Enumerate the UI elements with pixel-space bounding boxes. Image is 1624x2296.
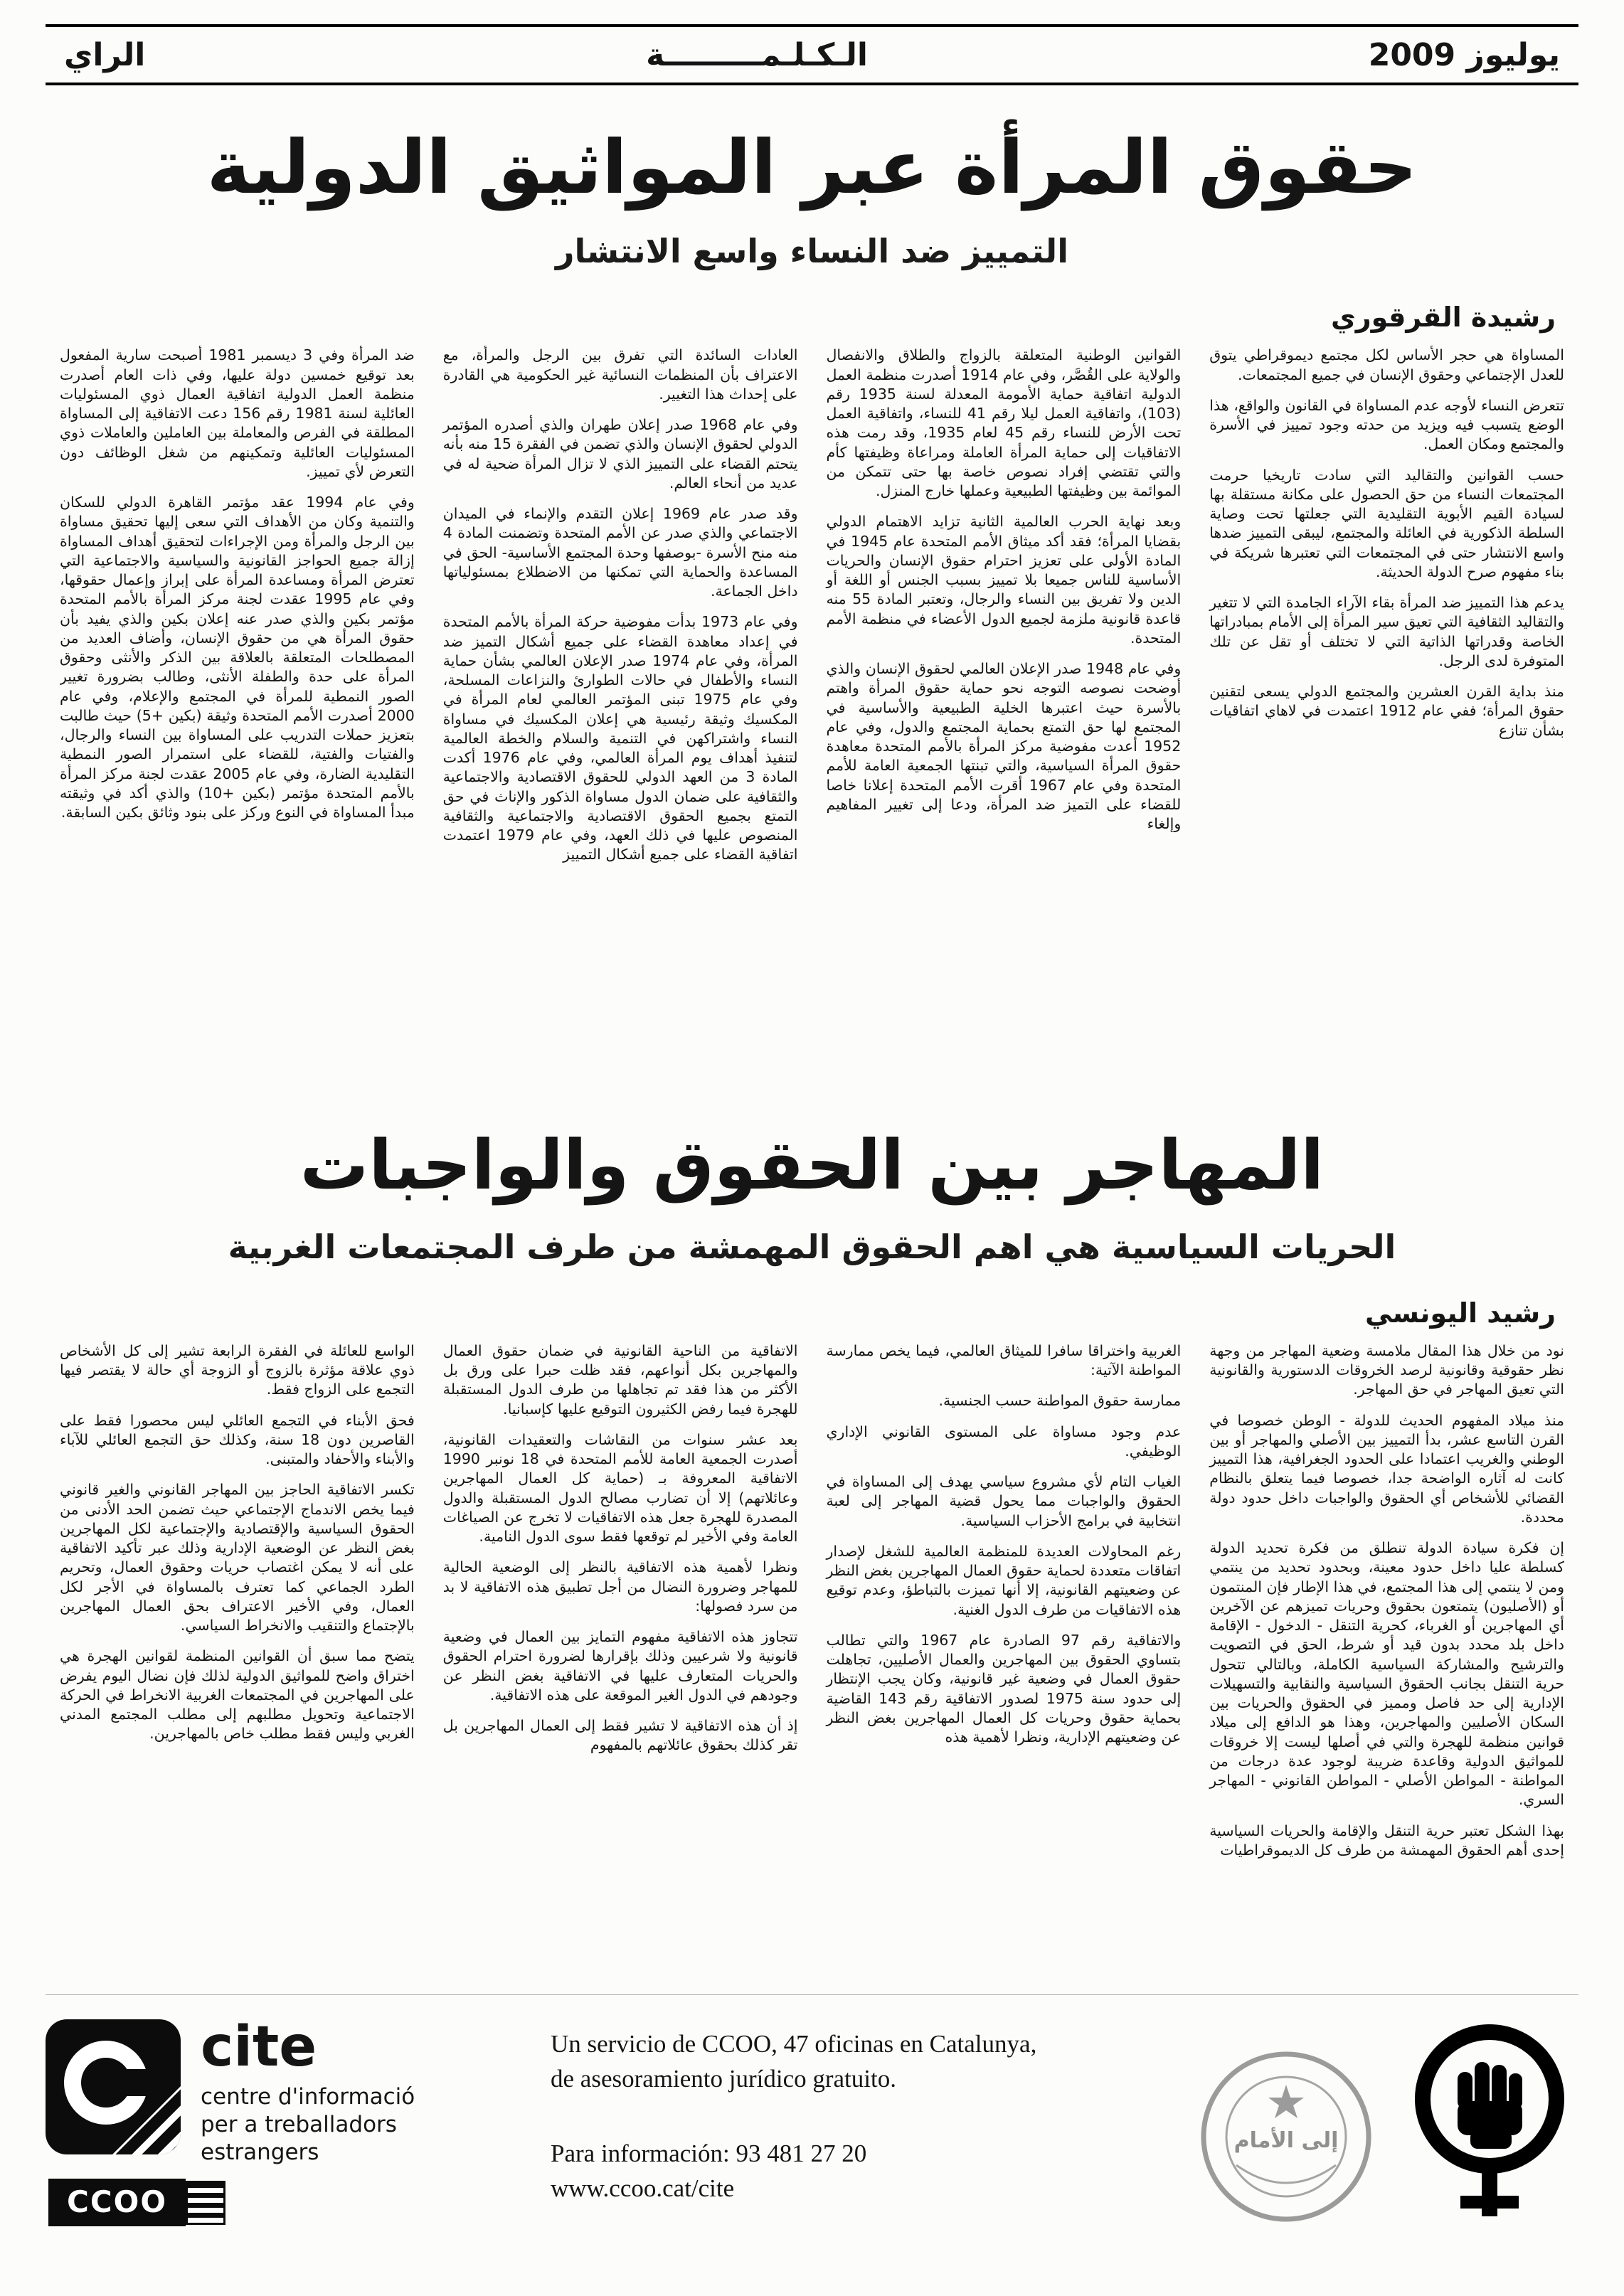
ccoo-label: CCOO <box>48 2179 186 2226</box>
article2-byline: رشيد اليونسي <box>1365 1297 1556 1329</box>
paragraph: وفي عام 1973 بدأت مفوضية حركة المرأة بالأمم المتحدة في إعداد معاهدة القضاء على جميع أشكال التميز ضد المرأة، وفي عام 1974 صدر الإعلان العالمي بشأن حماية النساء والأطفال في حالات الطوارئ والنزاعات المسلحة، وفي عام 1975 تبنى المؤتمر العالمي لعام المرأة في المكسيك وثيقة رئيسية هي إعلان المكسيك في مساواة النساء واشتراكهن في التنمية والسلام والخطة العالمية لتنفيذ أهداف يوم المرأة العالمي، وفي عام 1976 أكدت المادة 3 من العهد الدولي للحقوق الاقتصادية والاجتماعية والثقافية على ضمان الدول مساواة الذكور والإناث في حق التمتع بجميع الحقوق الاقتصادية والاجتماعية والثقافية المنصوص عليها في ذلك العهد، وفي عام 1979 اعتمدت اتفاقية القضاء على جميع أشكال التمييز <box>442 613 798 863</box>
paragraph: تتعرض النساء لأوجه عدم المساواة في القانون والواقع، هذا الوضع يتسبب فيه ويزيد من حدته وجود تمييز في الأسرة والمجتمع ومكان العمل. <box>1209 396 1564 453</box>
article2-column-2 <box>827 1341 1182 1967</box>
article1-title: حقوق المرأة عبر المواثيق الدولية <box>206 124 1418 211</box>
paragraph: تكسر الاتفاقية الحاجز بين المهاجر القانوني والغير قانوني فيما يخص الاندماج الإجتماعي حيث تضمن الحد الأدنى من الحقوق السياسية والإقتصادية والإجتماعية لكل المهاجرين بغض النظر عن الوضعية الإدارية وذلك عبر تأكيد الاتفاقية على أنه لا يمكن اغتصاب حريات وحقوق العمال، وتحريم الطرد الجماعي كما تعترف بالمساواة في الأجر لكل العمال، وفي الأخير الاعتراف بحق العمال المهاجرين بالإجتماع والتنقيب والانخراط السياسي. <box>60 1481 415 1635</box>
ccoo-flag-icon <box>186 2181 225 2225</box>
svg-text:إلى الأمام: إلى الأمام <box>1233 2128 1339 2153</box>
article-migrant-rights <box>0 1125 1624 1967</box>
cite-desc-line: centre d'informació <box>201 2084 415 2110</box>
article2-subtitle: الحريات السياسية هي اهم الحقوق المهمشة من طرف المجتمعات الغربية <box>228 1227 1396 1266</box>
paragraph: منذ بداية القرن العشرين والمجتمع الدولي يسعى لتقنين حقوق المرأة؛ ففي عام 1912 اعتمدت في لاهاي اتفاقيات بشأن تنازع <box>1209 683 1564 739</box>
service-line-2: de asesoramiento jurídico gratuito. <box>551 2065 896 2093</box>
website-line: www.ccoo.cat/cite <box>551 2174 735 2202</box>
paragraph: الواسع للعائلة في الفقرة الرابعة تشير إلى كل الأشخاص ذوي علاقة مؤثرة بالزوج أو الزوجة أي حالة لا يقتصر فيها التجمع على الزواج فقط. <box>60 1341 415 1398</box>
article1-subtitle: التمييز ضد النساء واسع الانتشار <box>556 232 1068 271</box>
paragraph: ونظرا لأهمية هذه الاتفاقية بالنظر إلى الوضعية الحالية للمهاجر وضرورة النضال من أجل تطبيق هذه الاتفاقية لا بد من سرد فصولها: <box>442 1558 798 1615</box>
paragraph: فحق الأبناء في التجمع العائلي ليس محصورا فقط على القاصرين دون 18 سنة، وكذلك حق التجمع العائلي للآباء والأبناء والأحفاد والمتبنى. <box>60 1411 415 1468</box>
woman-power-fist-icon <box>1401 2019 1578 2240</box>
paragraph: بعد عشر سنوات من النقاشات والتعقيدات القانونية، أصدرت الجمعية العامة للأمم المتحدة في 18 نونبر 1990 الاتفاقية المعروفة بـ (حماية كل العمال المهاجرين وعائلاتهم) إلا أن تضارب مصالح الدول المستقبلة والدول المصدرة للهجرة جعل هذه الاتفاقيات لا تخرج عن الصياغات العامة وفي الأخير لم توقعها فقط سوى الدول النامية. <box>442 1430 798 1546</box>
paragraph: نود من خلال هذا المقال ملامسة وضعية المهاجر من وجهة نظر حقوقية وقانونية لرصد الخروقات الدستورية والقانونية التي تعيق المهاجر في حق المهاجر. <box>1209 1341 1564 1398</box>
masthead <box>46 24 1578 85</box>
article1-body <box>60 346 1564 1078</box>
paragraph: وفي عام 1968 صدر إعلان طهران والذي أصدره المؤتمر الدولي لحقوق الإنسان والذي تضمن في الفقرة 15 منه بأنه يتحتم القضاء على التمييز الذي لا تزال المرأة ضحية له في عديد من أنحاء العالم. <box>442 416 798 491</box>
arabic-seal-icon <box>1197 2048 1375 2226</box>
article2-column-1 <box>1209 1341 1564 1967</box>
paragraph: القوانين الوطنية المتعلقة بالزواج والطلاق والانفصال والولاية على القُصَّر، وفي عام 1914 أصدرت منظمة العمل الدولية اتفاقية حماية الأمومة المعدلة لسنة 1935 رقم (103)، واتفاقية العمل ليلا رقم 41 للنساء، واتفاقية العمل تحت الأرض للنساء رقم 45 لعام 1935، وقد رمت هذه الاتفاقيات إلى حماية المرأة العاملة ومراعاة وظيفتها كأم والتي تقتضي إفراد نصوص خاصة بها حتى تتمكن من الموائمة بين وظيفتها الطبيعية وعملها خارج المنزل. <box>826 346 1182 500</box>
service-text <box>551 2026 1036 2206</box>
article-women-rights <box>0 124 1624 1078</box>
article1-column-1 <box>1209 346 1564 1078</box>
paragraph: حسب القوانين والتقاليد التي سادت تاريخيا حرمت المجتمعات النساء من حق الحصول على مكانة مستقلة بها لسيادة القيم الأبوية التقليدية التي جعلتها تحت وصاية السلطة الذكورية في العائلة والمجتمع، ليبقى التمييز ضدها واسع الانتشار حتى في المجتمعات التي تعتبرها شريكة في بناء مفهوم صرح الدولة الحديثة. <box>1209 466 1564 580</box>
paragraph: تتجاوز هذه الاتفاقية مفهوم التمايز بين العمال في وضعية قانونية ولا شرعيين وذلك بإقرارها لضرورة احترام الحقوق والحريات المتعارف عليها في الاتفاقية بغض النظر عن وجودهم في الدول الغير الموقعة على هذه الاتفاقية. <box>442 1628 798 1704</box>
paragraph: الغياب التام لأي مشروع سياسي يهدف إلى المساواة في الحقوق والواجبات مما يحول قضية المهاجر إلى لعبة انتخابية في برامج الأحزاب السياسية. <box>826 1473 1182 1529</box>
paragraph: وقد صدر عام 1969 إعلان التقدم والإنماء في الميدان الاجتماعي والذي صدر عن الأمم المتحدة وتضمنت المادة 4 منه منح الأسرة -بوصفها وحدة المجتمع الأساسية- الحق في المساعدة والحماية التي تمكنها من الاضطلاع بمسئولياتها داخل الجماعة. <box>442 505 798 600</box>
article1-byline: رشيدة القرقوري <box>1330 302 1556 334</box>
article1-column-3 <box>443 346 798 1078</box>
article2-column-4 <box>60 1341 415 1967</box>
paragraph: يتضح مما سبق أن القوانين المنظمة لقوانين الهجرة هي اختراق واضح للمواثيق الدولية لذلك فإن نضال اليوم يفرض على المهاجرين في المجتمعات الغربية الانخراط في الحركة الاجتماعية وتحويل مطلبهم إلى مطلب المجتمع المدني الغربي وليس فقط مطلب خاص بالمهاجرين. <box>60 1647 415 1743</box>
article1-column-4 <box>60 346 415 1078</box>
paragraph: وفي عام 1994 عقد مؤتمر القاهرة الدولي للسكان والتنمية وكان من الأهداف التي سعى إليها تحقيق مساواة بين الرجل والمرأة ومن الإجراءات لتحقيق أهداف المساواة إزالة جميع الحواجز القانونية والسياسية والاجتماعية التي تعترض المرأة ومساعدة المرأة على إبراز وإعمال حقوقها، وفي عام 1995 عقدت لجنة مركز المرأة بالأمم المتحدة مؤتمر بكين والذي صدر عنه إعلان بكين والذي يفيد بأن حقوق المرأة هي من حقوق الإنسان، وأضاف العديد من المصطلحات المتعلقة بالعلاقة بين الذكر والأنثى وحقوق المرأة على حدة والطفلة الأنثى، وطالب بضرورة تغيير الصور النمطية للمرأة في المجتمع والإعلام، وفي عام 2000 أصدرت الأمم المتحدة وثيقة (بكين +5) حيث طالبت بتعزيز حملات التدريب على المساواة بين النساء والرجال، والفتيات والفتية، للقضاء على استمرار الصور النمطية التقليدية الضارة، وفي عام 2005 عقدت لجنة مركز المرأة بالأمم المتحدة مؤتمر (بكين +10) والذي أكد في وثيقته مبدأ المساواة في النوع وركز على بنود وثائق بكين السابقة. <box>60 494 415 822</box>
paragraph: وبعد نهاية الحرب العالمية الثانية تزايد الاهتمام الدولي بقضايا المرأة؛ فقد أكد ميثاق الأمم المتحدة عام 1945 في المادة الأولى على تعزيز احترام حقوق الإنسان والحريات الأساسية للناس جميعا بلا تمييز بسبب الجنس أو اللغة أو الدين ولا تفريق بين النساء والرجال، وتعتبر المادة 55 منه قاعدة قانونية ملزمة لجميع الدول الأعضاء في منظمة الأمم المتحدة. <box>826 513 1182 647</box>
seal-star <box>1268 2085 1304 2118</box>
paragraph: والاتفاقية رقم 97 الصادرة عام 1967 والتي تطالب بتساوي الحقوق بين المهاجرين والعمال الأصليين، تجاهلت حقوق العمال في وضعية غير قانونية، وكان يجب الإنتظار إلى حدود سنة 1975 لصدور الاتفاقية رقم 143 القاضية بحماية حقوق وحريات كل العمال المهاجرين بغض النظر عن وضعيتهم الإدارية، ونظرا لأهمية هذه <box>826 1631 1182 1746</box>
paragraph: الاتفاقية من الناحية القانونية في ضمان حقوق العمال والمهاجرين بكل أنواعهم، فقد ظلت حبرا على ورق بل الأكثر من هذا فقد تم تجاهلها من طرف الدول المستقبلة للهجرة فيما رفض الكثيرون التوقيع عليها كإسبانيا. <box>442 1341 798 1418</box>
service-line-1: Un servicio de CCOO, 47 oficinas en Catalunya, <box>551 2030 1037 2058</box>
paragraph: ممارسة حقوق المواطنة حسب الجنسية. <box>938 1392 1182 1410</box>
paragraph: ضد المرأة وفي 3 ديسمبر 1981 أصبحت سارية المفعول بعد توقيع خمسين دولة عليها، وفي ذات العام أصدرت منظمة العمل الدولية اتفاقية العمال ذوي المسئوليات العائلية لسنة 1981 رقم 156 دعت الاتفاقية إلى المساواة المطلقة في الفرص والمعاملة بين العاملين والعاملات ذوي المسئوليات العائلية وتمكينهم من شغل الوظائف دون التعرض لأي تمييز. <box>60 346 415 480</box>
ccoo-logo <box>48 2179 487 2226</box>
paragraph: يدعم هذا التمييز ضد المرأة بقاء الآراء الجامدة التي لا تتغير والتقاليد الثقافية التي تعيق سير المرأة إلى الأمام بمبادراتها الخاصة وقدراتها الذاتية التي لا تختلف أو تقل عن تلك المتوفرة لدى الرجل. <box>1209 594 1564 669</box>
footer <box>46 1994 1578 2265</box>
cite-desc-line: estrangers <box>201 2139 319 2165</box>
paragraph: بهذا الشكل تعتبر حرية التنقل والإقامة والحريات السياسية إحدى أهم الحقوق المهمشة من طرف كل الديموقراطيات <box>1209 1822 1564 1859</box>
masthead-publication-name: الراي <box>64 36 146 73</box>
masthead-section-title: الـكـلـمـــــــــة <box>646 36 868 73</box>
paragraph: العادات السائدة التي تفرق بين الرجل والمرأة، مع الاعتراف بأن المنظمات النسائية غير الحكومية هي القادرة على إحداث هذا التغيير. <box>442 346 798 403</box>
cite-text <box>201 2015 415 2166</box>
article2-column-3 <box>443 1341 798 1967</box>
paragraph: إذ أن هذه الاتفاقية لا تشير فقط إلى العمال المهاجرين بل تقر كذلك بحقوق عائلاتهم بالمفهوم <box>442 1717 798 1754</box>
info-phone-line: Para información: 93 481 27 20 <box>551 2140 867 2167</box>
paragraph: رغم المحاولات العديدة للمنظمة العالمية للشغل لإصدار اتفاقات متعددة لحماية حقوق العمال المهاجرين بغض النظر عن وضعيتهم القانونية، إلا أنها تميزت بالتباطؤ، وعدم توقيع هذه الاتفاقيات من طرف الدول الغنية. <box>826 1542 1182 1618</box>
paragraph: المساواة هي حجر الأساس لكل مجتمع ديموقراطي يتوق للعدل الإجتماعي وحقوق الإنسان في جميع المجتمعات. <box>1209 346 1564 383</box>
footer-art <box>1197 2019 1578 2240</box>
paragraph: وفي عام 1948 صدر الإعلان العالمي لحقوق الإنسان والذي أوضحت نصوصه التوجه نحو حماية حقوق المرأة واهتم بالأسرة حيث اعتبرها الخلية الطبيعية والأساسية في المجتمع لها حق التمتع بحماية المجتمع والدول، وفي عام 1952 أعدت مفوضية مركز المرأة بالأمم المتحدة معاهدة حقوق المرأة السياسية، والتي تبنتها الجمعية العامة للأمم المتحدة وفي عام 1967 أقرت الأمم المتحدة إعلانا خاصا للقضاء على التميز ضد المرأة، ودعا إلى تغيير المفاهيم وإلغاء <box>826 660 1182 833</box>
paragraph: عدم وجود مساواة على المستوى القانوني الإداري الوظيفي. <box>826 1423 1182 1460</box>
paragraph: منذ ميلاد المفهوم الحديث للدولة - الوطن خصوصا في القرن التاسع عشر، بدأ التمييز بين الأصلي والمهاجر أو بين الوطني والغريب اعتمادا على الحدود الجغرافية، هذا التمييز كانت له آثاره الواضحة جدا، خصوصا فيما يتعلق بالنظام القضائي للأشخاص أي الحقوق والواجبات داخل حدود دولة محددة. <box>1209 1411 1564 1526</box>
article1-column-2 <box>827 346 1182 1078</box>
paragraph: إن فكرة سيادة الدولة تنطلق من فكرة تحديد الدولة كسلطة عليا داخل حدود معينة، وبحدود تحديد من ينتمي ومن لا ينتمي إلى هذا المجتمع، في هذا الإطار فإن المنتمون أو (الأصليون) يتمتعون بحقوق وحريات تميزهم عن الآخرين أي المهاجرين أو الغرباء، كحرية التنقل - الدخول - الإقامة داخل بلد محدد بدون قيد أو شرط، الحق في التصويت والترشيح والمشاركة السياسية الكاملة، وبالتالي تتحول حرية التنقل بجانب الحقوق السياسية والنقابية والتسهيلات الإدارية إلى حد فاصل ومميز في الحقوق والحريات بين السكان الأصليين والمهاجرين، وهذا هو الدافع إلى ميلاد قوانين منظمة للهجرة والتي في أصلها ليست إلا خروقات للمواثيق الدولية وقاعدة ضريبة لوجود عدة درجات من المواطنة - المواطن الأصلي - المواطن القانوني - المهاجر السري. <box>1209 1539 1564 1809</box>
masthead-date: يوليوز 2009 <box>1368 36 1560 73</box>
cite-desc-line: per a treballadors <box>201 2111 397 2137</box>
cite-block <box>46 2015 487 2226</box>
article2-body <box>60 1341 1564 1967</box>
paragraph: الغربية واختراقا سافرا للميثاق العالمي، فيما يخص ممارسة المواطنة الآتية: <box>826 1341 1182 1379</box>
cite-logo-icon <box>46 2019 181 2154</box>
cite-name: cite <box>201 2015 317 2079</box>
article2-title: المهاجر بين الحقوق والواجبات <box>299 1125 1325 1206</box>
